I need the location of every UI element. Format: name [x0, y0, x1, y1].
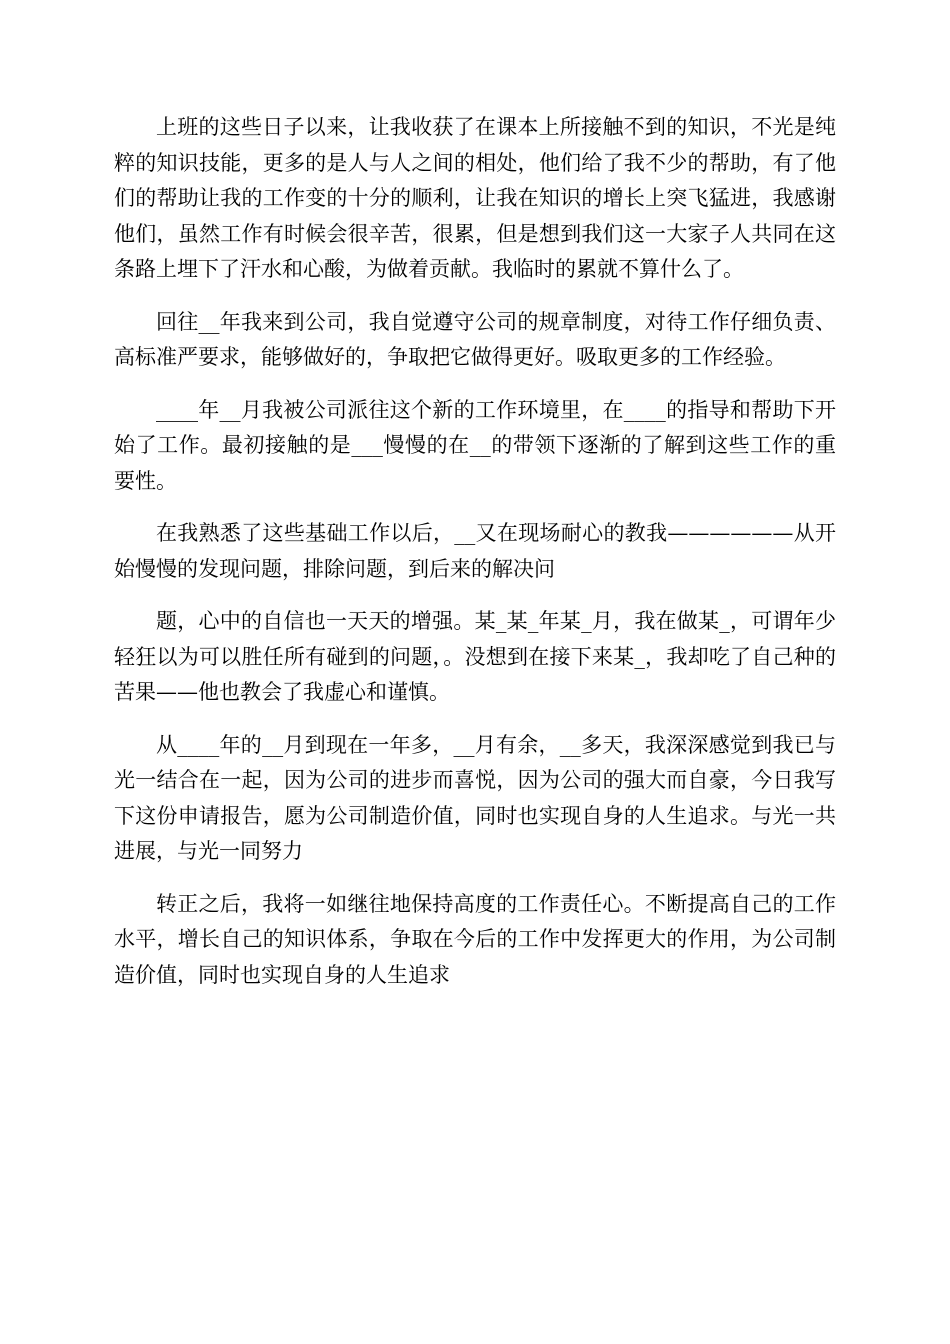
paragraph-3: ____年__月我被公司派往这个新的工作环境里，在____的指导和帮助下开始了工作。最初接触的是___慢慢的在__的带领下逐渐的了解到这些工作的重要性。: [114, 397, 836, 493]
paragraph-2: 回往__年我来到公司，我自觉遵守公司的规章制度，对待工作仔细负责、高标准严要求，能够做好的，争取把它做得更好。吸取更多的工作经验。: [114, 309, 836, 369]
document-body: [114, 110, 836, 1010]
paragraph-1: 上班的这些日子以来，让我收获了在课本上所接触不到的知识，不光是纯粹的知识技能，更多的是人与人之间的相处，他们给了我不少的帮助，有了他们的帮助让我的工作变的十分的顺利，让我在知识的增长上突飞猛进，我感谢他们，虽然工作有时候会很辛苦，很累，但是想到我们这一大家子人共同在这条路上埋下了汗水和心酸，为做着贡献。我临时的累就不算什么了。: [114, 115, 836, 281]
paragraph-5: 题，心中的自信也一天天的增强。某_某_年某_月，我在做某_，可谓年少轻狂以为可以胜任所有碰到的问题，。没想到在接下来某_，我却吃了自己种的苦果——他也教会了我虚心和谨慎。: [114, 609, 836, 704]
paragraph-7: 转正之后，我将一如继往地保持高度的工作责任心。不断提高自己的工作水平，增长自己的知识体系，争取在今后的工作中发挥更大的作用，为公司制造价值，同时也实现自身的人生追求: [114, 891, 836, 987]
paragraph-6: 从____年的__月到现在一年多，__月有余，__多天，我深深感觉到我已与光一结合在一起，因为公司的进步而喜悦，因为公司的强大而自豪，今日我写下这份申请报告，愿为公司制造价值，同时也实现自身的人生追求。与光一共进展，与光一同努力: [114, 732, 836, 863]
paragraph-4: 在我熟悉了这些基础工作以后，__又在现场耐心的教我——————从开始慢慢的发现问题，排除问题，到后来的解决问: [114, 521, 836, 581]
